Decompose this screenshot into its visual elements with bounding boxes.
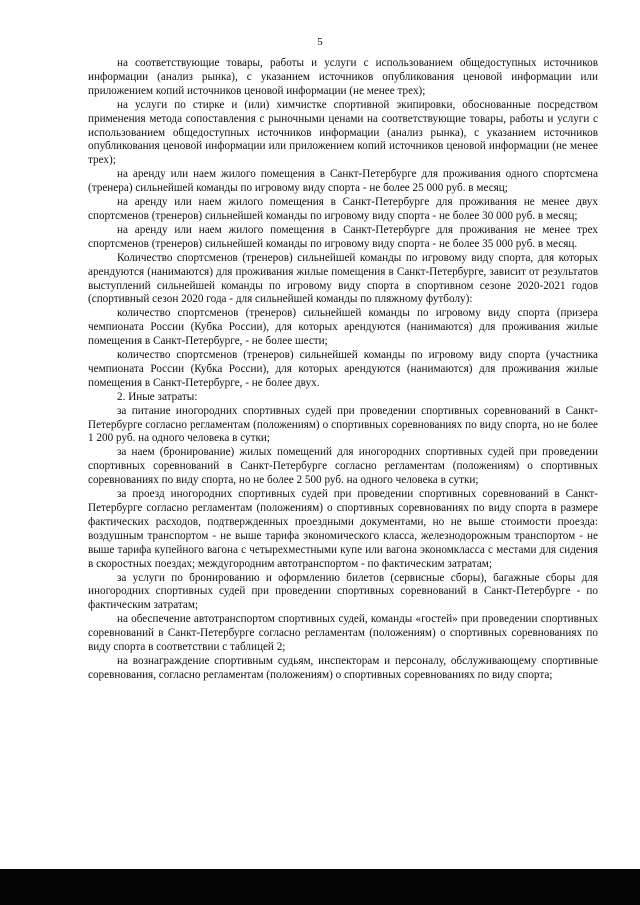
paragraph-4: на аренду или наем жилого помещения в Санкт-Петербурге для проживания не менее двух спортсменов (тренеров) сильнейшей команды по игровому виду спорта - не более 30 000 руб. в месяц; <box>88 196 598 222</box>
paragraph-5: на аренду или наем жилого помещения в Санкт-Петербурге для проживания не менее трех спортсменов (тренеров) сильнейшей команды по игровому виду спорта - не более 35 000 руб. в месяц. <box>88 223 598 250</box>
paragraph-2: на услуги по стирке и (или) химчистке спортивной экипировки, обоснованные посредством применения метода сопоставления с рыночными ценами на соответствующие товары, работы и услуги с использованием общедоступных источников информации (анализ рынка), с указанием источников опубликования ценовой информации или приложением копий источников ценовой информации (не менее трех); <box>88 98 598 167</box>
paragraph-13: за услуги по бронированию и оформлению билетов (сервисные сборы), багажные сборы для иногородних спортивных судей при проведении спортивных соревнований в Санкт-Петербурге - по фактическим затратам; <box>88 571 598 612</box>
paragraph-7: количество спортсменов (тренеров) сильнейшей команды по игровому виду спорта (призера чемпионата России (Кубка России), для которых арендуются (нанимаются) для проживания жилые помещения в Санкт-Петербурге, - не более шести; <box>88 307 598 348</box>
section-heading: 2. Иные затраты: <box>117 390 198 403</box>
paragraph-8: количество спортсменов (тренеров) сильнейшей команды по игровому виду спорта (участника чемпионата России (Кубка России), для которых арендуются (нанимаются) для проживания жилые помещения в Санкт-Петербурге, - не более двух. <box>88 349 598 389</box>
page-number: 5 <box>317 36 323 48</box>
paragraph-1: на соответствующие товары, работы и услуги с использованием общедоступных источников информации (анализ рынка), с указанием источников опубликования ценовой информации или приложением копий источников ценовой информации (не менее трех); <box>88 57 598 97</box>
paragraph-15: на вознаграждение спортивным судьям, инспекторам и персоналу, обслуживающему спортивные соревнования, согласно регламентам (положениям) о спортивных соревнованиях по виду спорта; <box>88 654 598 681</box>
document-body <box>88 57 598 683</box>
scan-footer-bar <box>0 869 640 905</box>
paragraph-11: за наем (бронирование) жилых помещений для иногородних спортивных судей при проведении спортивных соревнований в Санкт-Петербурге согласно регламентам (положениям) о спортивных соревнованиях по виду спорта, но не более 2 500 руб. на одного человека в сутки; <box>88 446 598 487</box>
paragraph-12: за проезд иногородних спортивных судей при проведении спортивных соревнований в Санкт-Петербурге согласно регламентам (положениям) о спортивных соревнованиях по виду спорта в размере фактических расходов, подтвержденных проездными документами, но не выше стоимости проезда: воздушным транспортом - не выше тарифа экономического класса, железнодорожным транспортом - не выше тарифа купейного вагона с четырехместными купе или вагона экономкласса с местами для сидения в скоростных поездах; междугородним автотранспортом - по фактическим затратам; <box>88 488 598 570</box>
paragraph-14: на обеспечение автотранспортом спортивных судей, команды «гостей» при проведении спортивных соревнований в Санкт-Петербурге согласно регламентам (положениям) о спортивных соревнованиях по виду спорта в соответствии с таблицей 2; <box>88 613 598 654</box>
paragraph-6: Количество спортсменов (тренеров) сильнейшей команды по игровому виду спорта, для которых арендуются (нанимаются) для проживания жилые помещения в Санкт-Петербурге, зависит от результатов выступлений сильнейшей команды по игровому виду спорта в спортивном сезоне 2020-2021 годов (спортивный сезон 2020 года - для сильнейшей команды по пляжному футболу): <box>88 251 598 306</box>
paragraph-3: на аренду или наем жилого помещения в Санкт-Петербурге для проживания одного спортсмена (тренера) сильнейшей команды по игровому виду спорта - не более 25 000 руб. в месяц; <box>88 168 598 195</box>
paragraph-10: за питание иногородних спортивных судей при проведении спортивных соревнований в Санкт-Петербурге согласно регламентам (положениям) о спортивных соревнованиях по виду спорта, но не более 1 200 руб. на одного человека в сутки; <box>88 404 598 445</box>
